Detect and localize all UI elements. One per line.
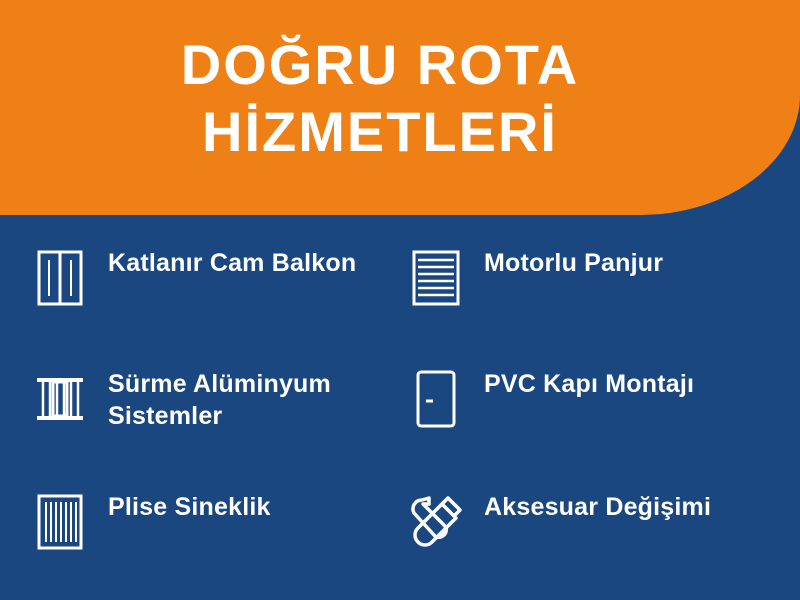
sliding-aluminium-system-icon [30,368,90,430]
service-label: Sürme Alüminyum Sistemler [108,370,331,430]
header-title-block [0,0,760,205]
service-label: Plise Sineklik [108,493,271,521]
service-item-surme-aluminyum-sistemler [24,356,400,479]
service-item-aksesuar-degisimi [400,479,776,600]
service-label: Aksesuar Değişimi [484,493,712,521]
service-label: PVC Kapı Montajı [484,370,695,398]
poster-header [0,0,800,215]
folding-glass-balcony-icon [30,247,90,309]
service-item-plise-sineklik [24,479,400,600]
services-grid [0,225,800,600]
service-item-motorlu-panjur [400,235,776,356]
service-item-katlanir-cam-balkon [24,235,400,356]
motorized-shutter-icon [406,247,466,309]
pleated-insect-screen-icon [30,491,90,553]
service-item-pvc-kapi-montaji [400,356,776,479]
page-title-line-2: HİZMETLERİ [202,99,558,163]
service-label: Katlanır Cam Balkon [108,249,357,277]
service-label: Motorlu Panjur [484,249,664,277]
wrench-screwdriver-icon [406,491,466,553]
pvc-door-icon [406,368,466,430]
page-title-line-1: DOĞRU ROTA [180,33,580,97]
